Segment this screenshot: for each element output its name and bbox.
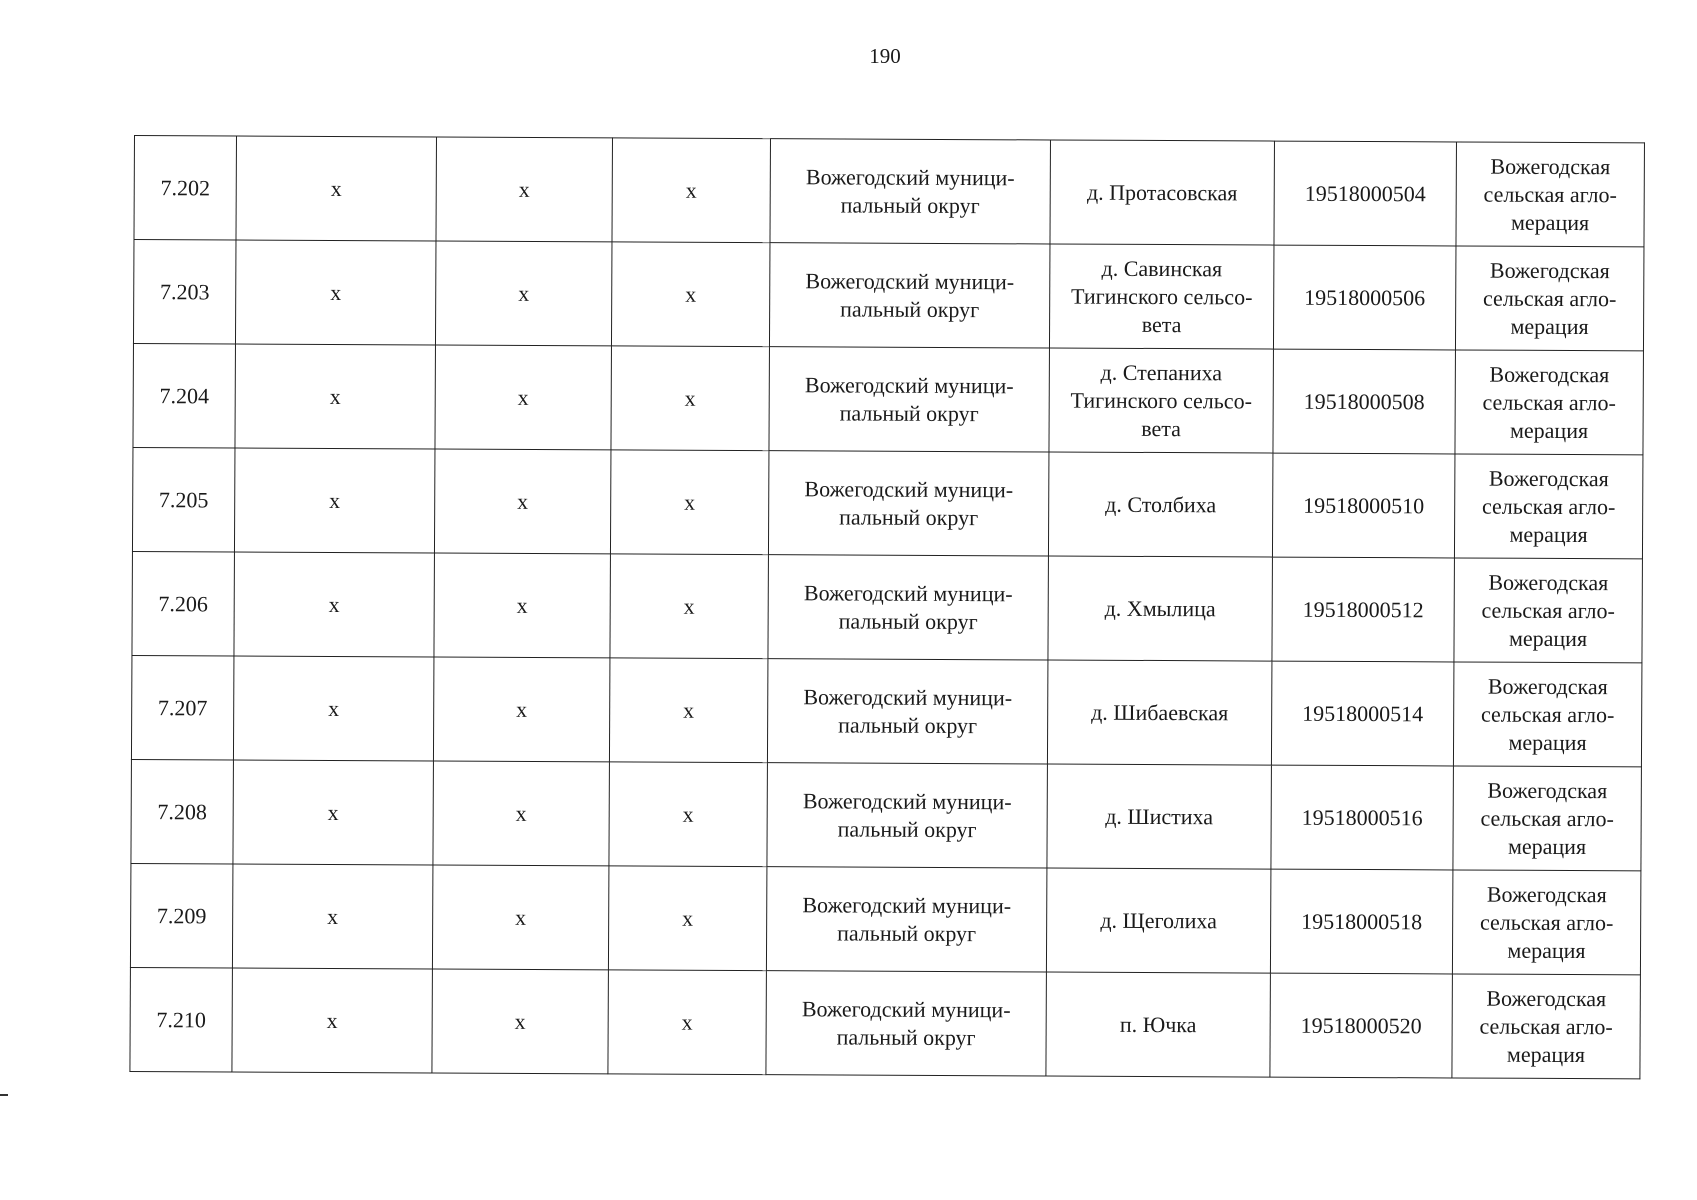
settlement-cell: д. Степаниха Тигинского сельсо-вета — [1049, 348, 1274, 453]
column-2-cell: х — [235, 344, 436, 449]
agglomeration-cell: Вожегодская сельская агло-мерация — [1452, 870, 1641, 975]
settlement-cell: д. Шибаевская — [1047, 660, 1272, 765]
settlement-cell: д. Протасовская — [1050, 140, 1275, 245]
code-cell: 19518000514 — [1271, 661, 1454, 766]
row-number-cell: 7.205 — [132, 447, 235, 551]
settlement-cell: д. Щеголиха — [1046, 868, 1271, 973]
row-number-cell: 7.209 — [130, 863, 233, 967]
table-row — [130, 967, 1640, 1078]
row-number-cell: 7.202 — [134, 136, 237, 240]
table-row — [134, 136, 1644, 247]
column-3-cell: х — [433, 761, 610, 866]
column-2-cell: х — [232, 968, 433, 1073]
column-2-cell: х — [233, 760, 434, 865]
agglomeration-cell: Вожегодская сельская агло-мерация — [1453, 662, 1642, 767]
row-number-cell: 7.207 — [131, 655, 234, 759]
district-cell: Вожегодский муници-пальный округ — [769, 347, 1050, 452]
district-cell: Вожегодский муници-пальный округ — [768, 555, 1049, 660]
agglomeration-cell: Вожегодская сельская агло-мерация — [1454, 454, 1643, 559]
column-3-cell: х — [432, 865, 609, 970]
column-4-cell: х — [609, 658, 768, 763]
column-4-cell: х — [612, 138, 771, 243]
page-number: 190 — [869, 44, 901, 68]
agglomeration-cell: Вожегодская сельская агло-мерация — [1452, 974, 1641, 1079]
agglomeration-cell: Вожегодская сельская агло-мерация — [1454, 558, 1643, 663]
district-cell: Вожегодский муници-пальный округ — [770, 139, 1051, 244]
table-body — [130, 136, 1645, 1079]
column-4-cell: х — [609, 762, 768, 867]
district-cell: Вожегодский муници-пальный округ — [766, 971, 1047, 1076]
district-cell: Вожегодский муници-пальный округ — [768, 451, 1049, 556]
code-cell: 19518000516 — [1271, 765, 1454, 870]
district-cell: Вожегодский муници-пальный округ — [767, 659, 1048, 764]
row-number-cell: 7.206 — [132, 551, 235, 655]
margin-mark — [0, 1094, 8, 1096]
agglomeration-cell: Вожегодская сельская агло-мерация — [1456, 142, 1645, 247]
row-number-cell: 7.203 — [133, 240, 236, 344]
settlement-cell: д. Столбиха — [1048, 452, 1273, 557]
column-3-cell: х — [434, 553, 611, 658]
table-row — [133, 240, 1643, 351]
table-row — [133, 343, 1643, 454]
data-table — [129, 135, 1645, 1079]
column-3-cell: х — [433, 657, 610, 762]
district-cell: Вожегодский муници-пальный округ — [767, 763, 1048, 868]
column-3-cell: х — [435, 345, 612, 450]
column-2-cell: х — [233, 656, 434, 761]
table-row — [132, 551, 1642, 662]
settlement-cell: д. Хмылица — [1048, 556, 1273, 661]
column-2-cell: х — [234, 448, 435, 553]
district-cell: Вожегодский муници-пальный округ — [769, 243, 1050, 348]
column-3-cell: х — [434, 449, 611, 554]
agglomeration-cell: Вожегодская сельская агло-мерация — [1455, 350, 1644, 455]
row-number-cell: 7.208 — [131, 759, 234, 863]
code-cell: 19518000512 — [1272, 557, 1455, 662]
column-3-cell: х — [435, 241, 612, 346]
column-4-cell: х — [610, 554, 769, 659]
code-cell: 19518000520 — [1270, 973, 1453, 1078]
column-4-cell: х — [608, 866, 767, 971]
table-row — [131, 759, 1641, 870]
column-2-cell: х — [235, 240, 436, 345]
column-2-cell: х — [232, 864, 433, 969]
agglomeration-cell: Вожегодская сельская агло-мерация — [1453, 766, 1642, 871]
district-cell: Вожегодский муници-пальный округ — [766, 867, 1047, 972]
table-row — [131, 655, 1641, 766]
code-cell: 19518000504 — [1274, 141, 1457, 246]
column-3-cell: х — [432, 969, 609, 1074]
code-cell: 19518000518 — [1270, 869, 1453, 974]
settlement-cell: д. Савинская Тигинского сельсо-вета — [1049, 244, 1274, 349]
row-number-cell: 7.204 — [133, 343, 236, 447]
agglomeration-cell: Вожегодская сельская агло-мерация — [1455, 246, 1644, 351]
code-cell: 19518000510 — [1272, 453, 1455, 558]
column-4-cell: х — [611, 346, 770, 451]
column-2-cell: х — [234, 552, 435, 657]
column-2-cell: х — [236, 136, 437, 241]
table-row — [132, 447, 1642, 558]
code-cell: 19518000508 — [1273, 349, 1456, 454]
settlement-cell: д. Шистиха — [1047, 764, 1272, 869]
column-4-cell: х — [611, 242, 770, 347]
column-3-cell: х — [436, 137, 613, 242]
column-4-cell: х — [610, 450, 769, 555]
code-cell: 19518000506 — [1273, 245, 1456, 350]
table-row — [130, 863, 1640, 974]
settlement-cell: п. Ючка — [1046, 972, 1271, 1077]
column-4-cell: х — [608, 970, 767, 1075]
row-number-cell: 7.210 — [130, 967, 233, 1071]
